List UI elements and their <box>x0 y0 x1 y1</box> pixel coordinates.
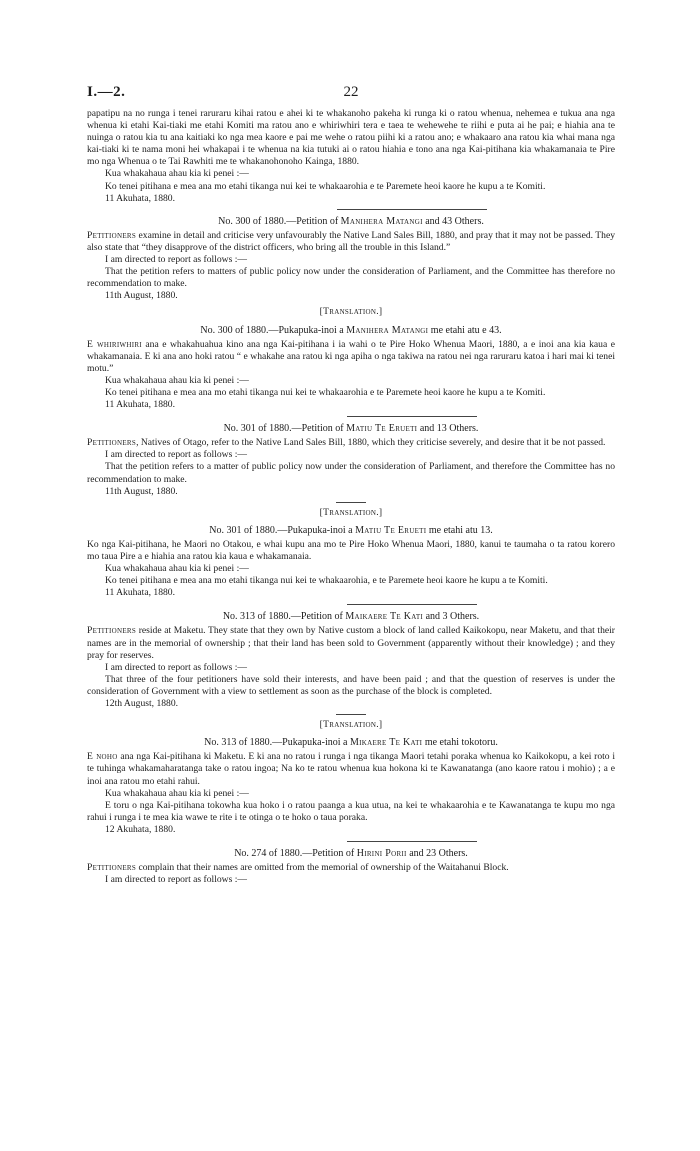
petition-title: No. 274 of 1880.—Petition of Hirini Porii and 23 Others. <box>234 847 468 859</box>
petition-body: Ko nga Kai-pitihana, he Maori no Otakou, e whai kupu ana mo te Pire Hoko Whenua Maori, 1880, kanui te taumaha o ta ratou korero mo taua Pire a e hiahia ana ratou kia kaua e whakamanaia. <box>87 538 615 562</box>
translation-label: [Translation.] <box>319 306 383 318</box>
committee-report: That three of the four petitioners have sold their interests, and have been paid ; and that the question of reserves is under the consideration of Government with a view to settlement as soon as the purchase of the block is completed. <box>87 673 615 697</box>
intro-report: Ko tenei pitihana e mea ana mo etahi tikanga nui kei te whakaarohia e te Paremete heoi kaore he kupu a te Komiti. <box>105 180 546 192</box>
page-number: 22 <box>343 84 359 100</box>
petitioner-name: Matiu Te Erueti <box>355 524 427 536</box>
committee-report: Ko tenei pitihana e mea ana mo etahi tikanga nui kei te whakaarohia, e te Paremete heoi kaore he kupu a te Komiti. <box>105 575 548 587</box>
lead-word: Petitioners <box>87 437 137 449</box>
report-date: 11th August, 1880. <box>105 485 178 497</box>
petition-title: No. 313 of 1880.—Petition of Maikaere Te Kati and 3 Others. <box>222 611 480 623</box>
intro-date: 11 Akuhata, 1880. <box>105 192 175 204</box>
short-divider <box>336 714 366 715</box>
lead-word: Petitioners <box>87 625 137 637</box>
section-divider <box>347 416 477 417</box>
section-divider <box>337 209 487 210</box>
petitioner-name: Matiu Te Erueti <box>346 423 418 435</box>
lead-word: E noho <box>87 751 118 763</box>
intro-paragraph: papatipu na no runga i tenei raruraru kihai ratou e ahei ki te whakanoho pakeha ki runga ki o ratou whenua, nehemea e tukua ana nga whenua ki etahi Kai-tiaki me etahi Komiti ma ratou ano e whiriwhiri tera e taea te wehewehe te riihi e puta ai he pai; e hiahia ana te nuinga o ratou kia tu ana kaitiaki ko nga mea kaore e pai me wehe o ratou piihi ki a ratou ano; e whakaaro ana ratou kia whai mana nga kai-tiaki ki te nama moni hei whakapai i te whenua na kia tutuki ai o ratou hiahia e tono ana nga Kai-pitihana kia whakamanaia te Pire mo nga Whenua o te Tai Rawhiti me te whakanohonoho Kainga, 1880. <box>87 108 615 168</box>
committee-report: That the petition refers to a matter of public policy now under the consideration of Parliament, and therefore the Committee has no recommendation to make. <box>87 461 615 485</box>
petition-title: No. 301 of 1880.—Pukapuka-inoi a Matiu Te Erueti me etahi atu 13. <box>209 524 493 536</box>
petition-title: No. 313 of 1880.—Pukapuka-inoi a Mikaere Te Kati me etahi tokotoru. <box>204 737 498 749</box>
translation-label: [Translation.] <box>319 506 383 518</box>
petition-body: Petitioners, Natives of Otago, refer to the Native Land Sales Bill, 1880, which they criticise severely, and desire that it be not passed. <box>87 437 606 449</box>
petitioner-name: Manihera Matangi <box>340 215 423 227</box>
report-date: 11 Akuhata, 1880. <box>105 399 175 411</box>
report-line: Kua whakahaua ahau kia ki penei :— <box>105 374 249 386</box>
petitioner-name: Hirini Porii <box>356 847 407 859</box>
petition-body: Petitioners complain that their names are omitted from the memorial of ownership of the Waitahanui Block. <box>87 862 509 874</box>
committee-report: That the petition refers to matters of public policy now under the consideration of Parliament, and the Committee has therefore no recommendation to make. <box>87 266 615 290</box>
petition-body: Petitioners reside at Maketu. They state that they own by Native custom a block of land called Kaikokopu, near Maketu, and that their names are in the memorial of ownership ; that their land has been sold to Government (apparently without their knowledge) ; and they pray for reserves. <box>87 625 615 661</box>
section-divider <box>347 604 477 605</box>
report-line: Kua whakahaua ahau kia ki penei :— <box>105 787 249 799</box>
intro-report-line: Kua whakahaua ahau kia ki penei :— <box>105 168 249 180</box>
lead-word: E whiriwhiri <box>87 338 142 350</box>
report-date: 12th August, 1880. <box>105 698 179 710</box>
petition-title: No. 300 of 1880.—Pukapuka-inoi a Manihera Matangi me etahi atu e 43. <box>200 324 502 336</box>
committee-report: E toru o nga Kai-pitihana tokowha kua hoko i o ratou paanga a kua utua, na kei te whakaarohia e te Kawanatanga te kupu mo nga rahui i runga i te mea kia wawe te rite i te otinga o te hoko o taua poraka. <box>87 799 615 823</box>
page-header <box>87 84 615 104</box>
lead-word: Petitioners <box>87 862 137 874</box>
petitioner-name: Maikaere Te Kati <box>345 611 424 623</box>
report-date: 11 Akuhata, 1880. <box>105 587 175 599</box>
petition-body: E noho ana nga Kai-pitihana ki Maketu. E ki ana no ratou i runga i nga tikanga Maori tetahi poraka whenua ko Kaikokopu, a kei roto i te tuhinga whakamaharatanga take o ratou ingoa; Na ko te ratou whenua kua hokona ki te Kawanatanga (ano kaore ratou i mohio) ; a e inoi ana ratou mo etahi rahui. <box>87 751 615 787</box>
committee-report: Ko tenei pitihana e mea ana mo etahi tikanga nui kei te whakaarohia e te Paremete heoi kaore he kupu a te Komiti. <box>105 386 546 398</box>
short-divider <box>336 502 366 503</box>
petition-body: E whiriwhiri ana e whakahuahua kino ana nga Kai-pitihana i ia wahi o te Pire Hoko Whenua Maori, 1880, a e inoi ana kia kaua e whakamanaia. E ki ana ano hoki ratou “ e whakahe ana ratou ki nga apiha o nga takiwa na ratou nei nga raruraru katoa i hari mai ki tenei motu.” <box>87 338 615 374</box>
petition-body: Petitioners examine in detail and criticise very unfavourably the Native Land Sales Bill, 1880, and pray that it may not be passed. They also state that “they disapprove of the district officers, who bring all the trouble in this Island.” <box>87 229 615 253</box>
parliamentary-paper-reference: I.—2. <box>87 84 126 100</box>
report-date: 11th August, 1880. <box>105 290 178 302</box>
translation-label: [Translation.] <box>319 719 383 731</box>
petitioner-name: Mikaere Te Kati <box>349 737 423 749</box>
document-body <box>87 108 615 886</box>
lead-word: Petitioners <box>87 229 137 241</box>
report-line: I am directed to report as follows :— <box>105 874 247 886</box>
report-date: 12 Akuhata, 1880. <box>105 823 176 835</box>
section-divider <box>347 841 477 842</box>
report-line: Kua whakahaua ahau kia ki penei :— <box>105 563 249 575</box>
report-line: I am directed to report as follows :— <box>105 254 247 266</box>
petition-title: No. 301 of 1880.—Petition of Matiu Te Erueti and 13 Others. <box>223 423 479 435</box>
petition-title: No. 300 of 1880.—Petition of Manihera Matangi and 43 Others. <box>218 215 484 227</box>
report-line: I am directed to report as follows :— <box>105 449 247 461</box>
report-line: I am directed to report as follows :— <box>105 661 247 673</box>
petitioner-name: Manihera Matangi <box>346 324 429 336</box>
